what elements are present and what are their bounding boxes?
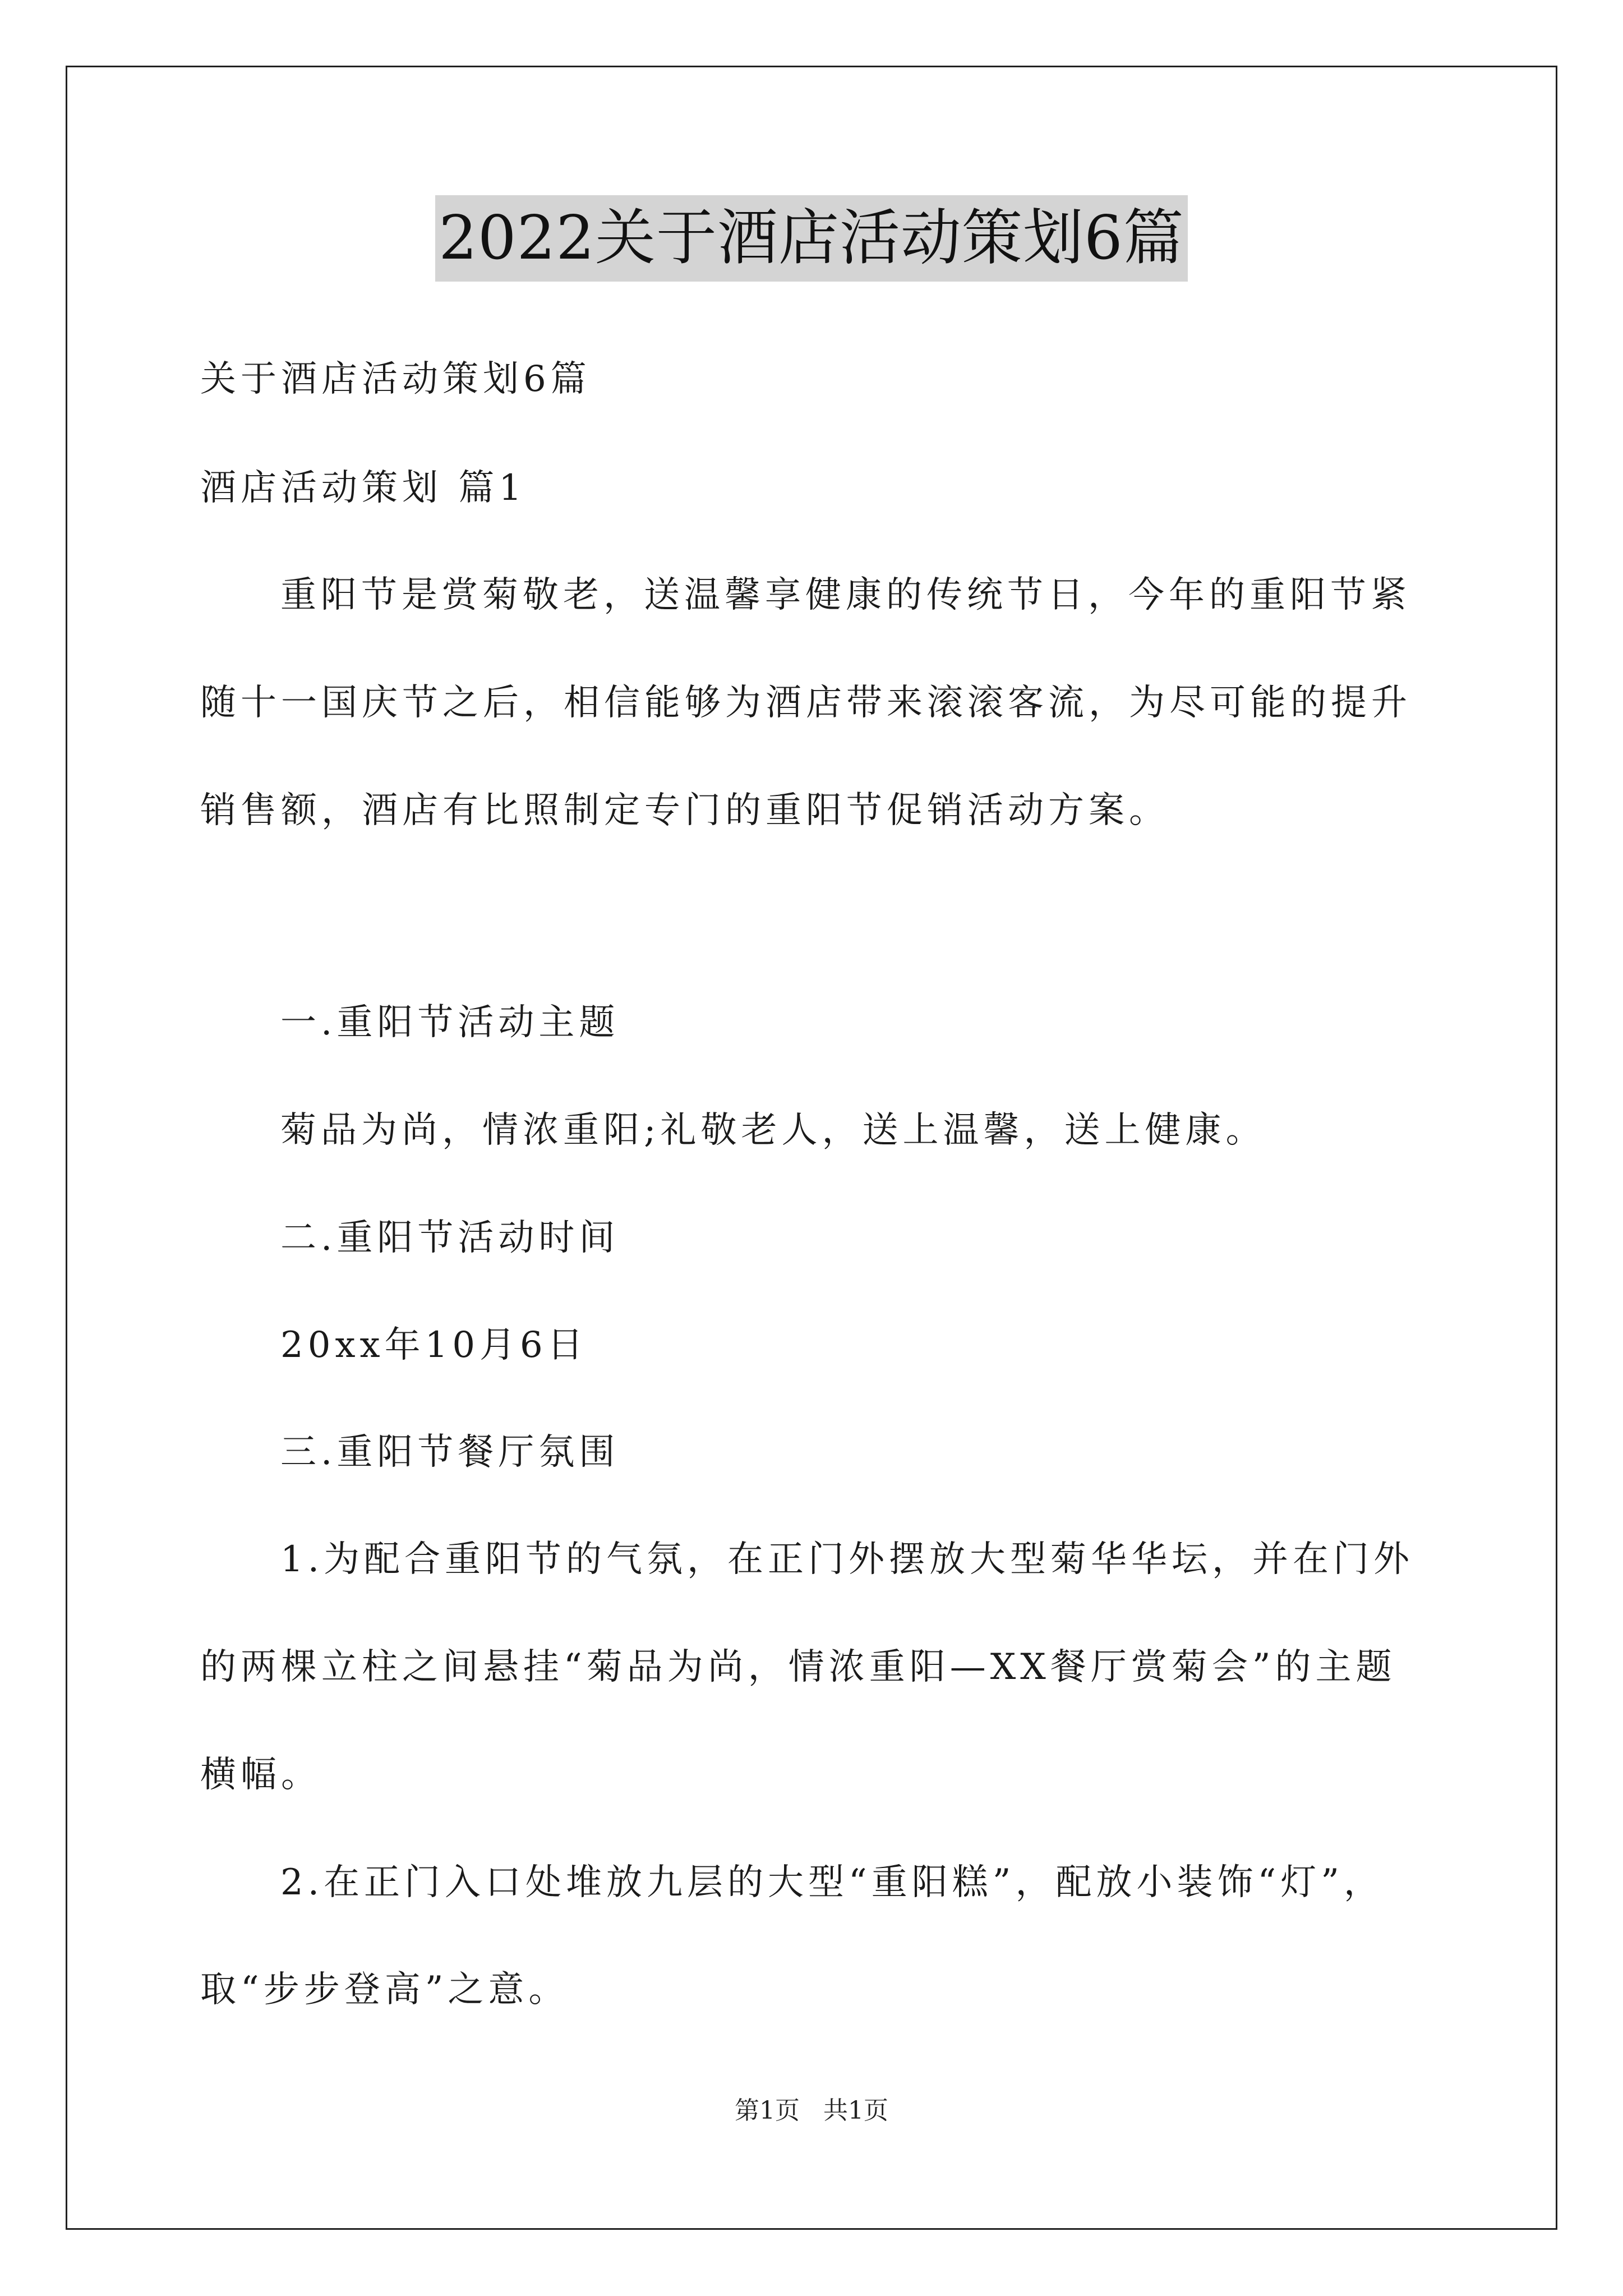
paragraph-line: 菊品为尚，情浓重阳;礼敬老人，送上温馨，送上健康。 xyxy=(280,1110,1266,1151)
title-container xyxy=(0,195,1623,282)
subheading-theme: 一.重阳节活动主题 xyxy=(280,1002,620,1043)
document-title: 2022关于酒店活动策划6篇 xyxy=(435,195,1188,282)
paragraph-line: 横幅。 xyxy=(200,1754,321,1796)
subheading-atmosphere: 三.重阳节餐厅氛围 xyxy=(280,1432,620,1473)
page-footer xyxy=(0,2095,1623,2127)
paragraph-line: 重阳节是赏菊敬老，送温馨享健康的传统节日，今年的重阳节紧 xyxy=(280,574,1411,616)
paragraph-line: 20xx年10月6日 xyxy=(280,1324,588,1366)
page-total: 共1页 xyxy=(823,2096,888,2125)
paragraph-line: 1.为配合重阳节的气氛，在正门外摆放大型菊华华坛，并在门外 xyxy=(280,1539,1414,1580)
paragraph-line: 随十一国庆节之后，相信能够为酒店带来滚滚客流，为尽可能的提升 xyxy=(200,682,1412,724)
paragraph-line: 取“步步登高”之意。 xyxy=(200,1969,569,2010)
paragraph-line: 销售额，酒店有比照制定专门的重阳节促销活动方案。 xyxy=(200,790,1169,831)
subheading-time: 二.重阳节活动时间 xyxy=(280,1217,620,1259)
document-subtitle: 关于酒店活动策划6篇 xyxy=(200,358,591,400)
paragraph-line: 的两棵立柱之间悬挂“菊品为尚，情浓重阳—XX餐厅赏菊会”的主题 xyxy=(200,1646,1396,1688)
paragraph-line: 2.在正门入口处堆放九层的大型“重阳糕”，配放小装饰“灯”， xyxy=(280,1862,1384,1903)
section-heading: 酒店活动策划 篇1 xyxy=(200,467,527,509)
page-number: 第1页 xyxy=(735,2096,800,2125)
